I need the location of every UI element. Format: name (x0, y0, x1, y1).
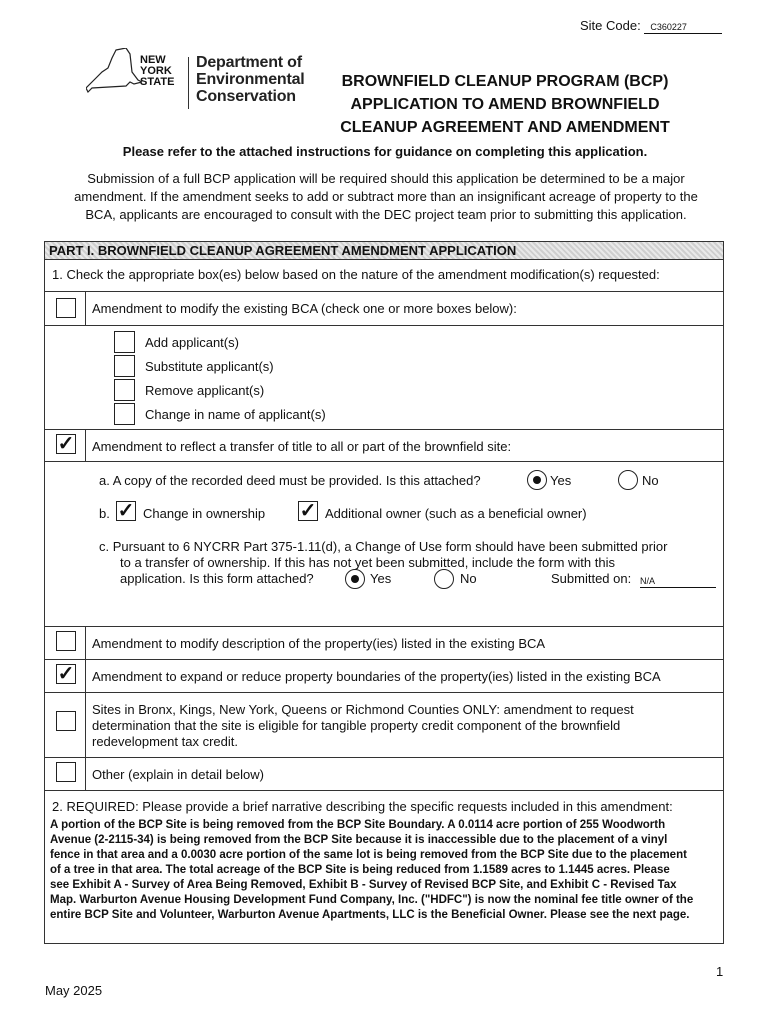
other-label: Other (explain in detail below) (92, 767, 264, 782)
site-code-label: Site Code: (580, 18, 641, 33)
change-name-label: Change in name of applicant(s) (145, 407, 326, 422)
modify-description-label: Amendment to modify description of the property(ies) listed in the existing BCA (92, 636, 546, 651)
remove-applicant-checkbox[interactable] (114, 379, 135, 401)
change-ownership-checkbox[interactable] (116, 501, 136, 521)
column-divider (85, 291, 86, 325)
divider (44, 291, 724, 292)
modify-bca-checkbox[interactable] (56, 298, 76, 318)
substitute-applicant-checkbox[interactable] (114, 355, 135, 377)
divider (44, 692, 724, 693)
transfer-title-checkbox[interactable] (56, 434, 76, 454)
expand-reduce-label: Amendment to expand or reduce property boundaries of the property(ies) listed in the existing BCA (92, 669, 661, 684)
column-divider (85, 626, 86, 790)
site-code (580, 18, 722, 34)
checkmark-icon: ✓ (57, 663, 75, 685)
ny-state-map-logo (86, 48, 142, 94)
tangible-credit-label: Sites in Bronx, Kings, New York, Queens or Richmond Counties ONLY: amendment to request determination that the site is eligible for tangible property credit component of the brownfield redevelopment tax credit. (92, 702, 634, 749)
substitute-applicant-label: Substitute applicant(s) (145, 359, 274, 374)
change-of-use-line1: c. Pursuant to 6 NYCRR Part 375-1.11(d), a Change of Use form should have been submitted prior (99, 539, 668, 554)
part1-heading: PART I. BROWNFIELD CLEANUP AGREEMENT AMENDMENT APPLICATION (45, 242, 723, 259)
additional-owner-checkbox[interactable] (298, 501, 318, 521)
submitted-on-label: Submitted on: (551, 571, 632, 586)
deed-no-label: No (642, 473, 659, 488)
divider (44, 757, 724, 758)
question-2: 2. REQUIRED: Please provide a brief narrative describing the specific requests included in this amendment: (52, 799, 673, 814)
add-applicant-label: Add applicant(s) (145, 335, 239, 350)
change-name-checkbox[interactable] (114, 403, 135, 425)
deed-yes-label: Yes (550, 473, 572, 488)
page-title: BROWNFIELD CLEANUP PROGRAM (BCP) APPLICATION TO AMEND BROWNFIELD CLEANUP AGREEMENT AND AMENDMENT (340, 73, 670, 136)
dec-department-name: Department of Environmental Conservation (196, 54, 305, 105)
divider (44, 259, 724, 260)
narrative-textarea[interactable]: A portion of the BCP Site is being removed from the BCP Site Boundary. A 0.0114 acre portion of 255 Woodworth Avenue (2-2115-34) is being removed from the BCP Site because it is inaccessible due to the placement of a vinyl fence in that area and a 0.0030 acre portion of the same lot is being removed from the BCP Site due to the placement of a tree in that area. The total acreage of the BCP Site is being reduced from 1.1589 acres to 1.1445 acres. Please see Exhibit A - Survey of Area Being Removed, Exhibit B - Survey of Revised BCP Site, and Exhibit C - Revised Tax Map. Warburton Avenue Housing Development Fund Company, Inc. ("HDFC") is now the nominal fee title owner of the entire BCP Site and Volunteer, Warburton Avenue Apartments, LLC is the Beneficial Owner. Please see the next page. (50, 819, 694, 921)
change-of-use-yes-label: Yes (370, 571, 392, 586)
ny-state-wordmark: NEW YORK STATE (140, 54, 175, 88)
divider (44, 659, 724, 660)
transfer-title-label: Amendment to reflect a transfer of title to all or part of the brownfield site: (92, 439, 512, 454)
additional-owner-label: Additional owner (such as a beneficial owner) (325, 506, 587, 521)
change-of-use-yes-radio[interactable] (345, 569, 365, 589)
site-code-field[interactable]: C360227 (644, 21, 722, 34)
footer-date: May 2025 (45, 983, 103, 998)
tangible-credit-checkbox[interactable] (56, 711, 76, 731)
radio-selected-dot (351, 575, 359, 583)
item-b-prefix: b. (99, 506, 110, 521)
remove-applicant-label: Remove applicant(s) (145, 383, 265, 398)
logo-divider (188, 57, 189, 109)
change-of-use-no-label: No (460, 571, 477, 586)
modify-description-checkbox[interactable] (56, 631, 76, 651)
submitted-on-field-wrap (640, 571, 716, 589)
change-ownership-label: Change in ownership (143, 506, 266, 521)
question-1: 1. Check the appropriate box(es) below based on the nature of the amendment modification(s) requested: (52, 267, 660, 282)
divider (44, 461, 724, 462)
change-of-use-line2: to a transfer of ownership. If this has not yet been submitted, include the form with this (120, 555, 615, 570)
divider (44, 325, 724, 326)
divider (44, 790, 724, 791)
checkmark-icon: ✓ (299, 500, 317, 522)
radio-selected-dot (533, 476, 541, 484)
divider (44, 626, 724, 627)
change-of-use-line3: application. Is this form attached? (120, 571, 314, 586)
checkmark-icon: ✓ (117, 500, 135, 522)
submitted-on-field[interactable]: N/A (640, 575, 716, 588)
deed-no-radio[interactable] (618, 470, 638, 490)
divider (44, 429, 724, 430)
modify-bca-label: Amendment to modify the existing BCA (check one or more boxes below): (92, 301, 517, 316)
other-checkbox[interactable] (56, 762, 76, 782)
column-divider (85, 429, 86, 461)
deed-yes-radio[interactable] (527, 470, 547, 490)
deed-question: a. A copy of the recorded deed must be provided. Is this attached? (99, 473, 481, 488)
expand-reduce-checkbox[interactable] (56, 664, 76, 684)
page-number: 1 (716, 964, 724, 979)
add-applicant-checkbox[interactable] (114, 331, 135, 353)
intro-paragraph: Submission of a full BCP application will be required should this application be determined to be a major amendment. If the amendment seeks to add or subtract more than an insignificant acreage of property to the BCA, applicants are encouraged to consult with the DEC project team prior to submitting this application. (74, 171, 698, 222)
instructions-note: Please refer to the attached instructions for guidance on completing this application. (122, 144, 648, 159)
checkmark-icon: ✓ (57, 433, 75, 455)
change-of-use-no-radio[interactable] (434, 569, 454, 589)
